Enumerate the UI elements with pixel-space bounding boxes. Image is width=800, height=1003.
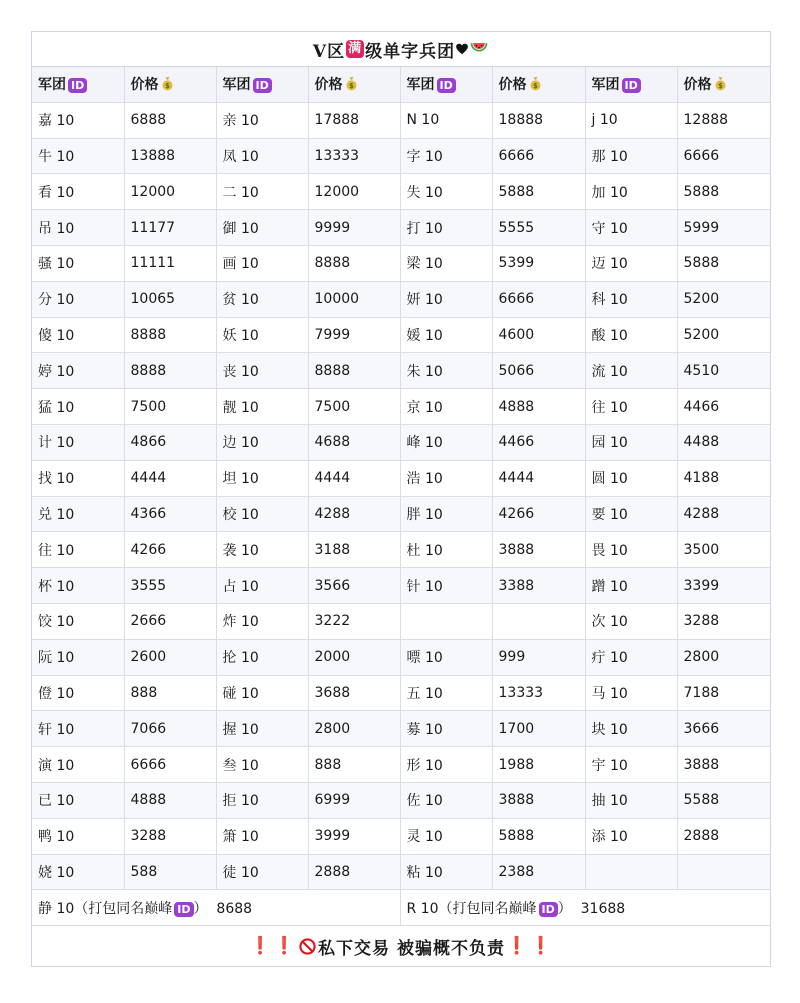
legion-name-cell: 往 10 (32, 532, 124, 568)
price-cell: 2800 (677, 639, 770, 675)
table-header-row (32, 67, 770, 102)
legion-name-cell: 流 10 (585, 353, 677, 389)
price-cell: 3388 (492, 568, 585, 604)
id-badge-icon: ID (437, 78, 456, 93)
table-row (32, 854, 770, 890)
price-cell: 4288 (308, 496, 400, 532)
id-badge-icon: ID (68, 78, 87, 93)
legion-name-cell: 马 10 (585, 675, 677, 711)
price-cell: 4466 (492, 424, 585, 460)
price-cell: 18888 (492, 102, 585, 138)
price-cell: 5888 (677, 174, 770, 210)
table-row (32, 532, 770, 568)
legion-name-cell: 占 10 (216, 568, 308, 604)
price-cell: 999 (492, 639, 585, 675)
bundle-cell-2 (400, 890, 770, 926)
price-cell: 5888 (492, 174, 585, 210)
table-row (32, 782, 770, 818)
exclamation-icon: ❗ (530, 936, 553, 957)
table-row (32, 174, 770, 210)
legion-name-cell: 骚 10 (32, 245, 124, 281)
price-cell: 5200 (677, 317, 770, 353)
legion-name-cell: 坦 10 (216, 460, 308, 496)
table-row (32, 603, 770, 639)
price-cell: 12000 (124, 174, 216, 210)
price-cell: 3888 (492, 782, 585, 818)
svg-text:$: $ (532, 82, 538, 91)
price-cell: 4688 (308, 424, 400, 460)
price-cell: 8888 (308, 353, 400, 389)
header-price (308, 67, 400, 102)
price-cell: 4888 (124, 782, 216, 818)
price-cell: 5888 (492, 818, 585, 854)
legion-name-cell: 叁 10 (216, 747, 308, 783)
header-price (124, 67, 216, 102)
price-cell: 4366 (124, 496, 216, 532)
price-cell: 5588 (677, 782, 770, 818)
price-cell: 3666 (677, 711, 770, 747)
price-cell: 5999 (677, 210, 770, 246)
legion-name-cell: 打 10 (400, 210, 492, 246)
price-cell: 11111 (124, 245, 216, 281)
price-cell: 10065 (124, 281, 216, 317)
svg-text:$: $ (348, 82, 354, 91)
price-cell: 12888 (677, 102, 770, 138)
legion-name-cell: 碰 10 (216, 675, 308, 711)
price-cell: 1988 (492, 747, 585, 783)
legion-name-cell: 已 10 (32, 782, 124, 818)
table-row (32, 138, 770, 174)
price-cell: 4444 (124, 460, 216, 496)
price-cell: 6888 (124, 102, 216, 138)
price-cell: 4266 (124, 532, 216, 568)
legion-name-cell (400, 603, 492, 639)
legion-name-cell: 灵 10 (400, 818, 492, 854)
black-heart-icon (455, 42, 469, 56)
price-cell: 8888 (124, 353, 216, 389)
table-row (32, 496, 770, 532)
price-cell: 8888 (308, 245, 400, 281)
header-legion (216, 67, 308, 102)
price-cell: 3399 (677, 568, 770, 604)
legion-name-cell: 佐 10 (400, 782, 492, 818)
legion-name-cell: 宇 10 (585, 747, 677, 783)
id-badge-icon: ID (539, 902, 558, 917)
exclamation-icon: ❗ (505, 936, 529, 957)
watermelon-icon (469, 41, 489, 57)
header-legion-label: 军团 (38, 77, 66, 94)
title-suffix: 级单字兵团 (365, 41, 456, 62)
legion-name-cell: 二 10 (216, 174, 308, 210)
legion-name-cell: 字 10 (400, 138, 492, 174)
price-cell: 5555 (492, 210, 585, 246)
legion-name-cell: N 10 (400, 102, 492, 138)
legion-name-cell: 僜 10 (32, 675, 124, 711)
price-cell: 5888 (677, 245, 770, 281)
price-cell: 888 (124, 675, 216, 711)
price-cell: 7066 (124, 711, 216, 747)
legion-name-cell: 傻 10 (32, 317, 124, 353)
money-bag-icon (161, 76, 174, 91)
price-cell: 6666 (124, 747, 216, 783)
legion-name-cell: 添 10 (585, 818, 677, 854)
legion-name-cell: 鸭 10 (32, 818, 124, 854)
exclamation-icon: ❗ (273, 936, 297, 957)
legion-name-cell: 嘉 10 (32, 102, 124, 138)
price-cell: 10000 (308, 281, 400, 317)
price-cell (492, 603, 585, 639)
full-badge-icon: 满 (348, 41, 363, 56)
price-cell: 5066 (492, 353, 585, 389)
bundle-1-close: ） (193, 900, 208, 917)
bundle-1-price: 8688 (216, 900, 253, 917)
price-cell: 4600 (492, 317, 585, 353)
table-body (32, 102, 770, 890)
legion-name-cell: 箫 10 (216, 818, 308, 854)
bundle-2-close: ） (557, 900, 572, 917)
price-cell: 2888 (677, 818, 770, 854)
legion-name-cell: 娆 10 (32, 854, 124, 890)
table-row (32, 675, 770, 711)
page-title (32, 32, 770, 67)
legion-name-cell: 吊 10 (32, 210, 124, 246)
legion-name-cell: 往 10 (585, 389, 677, 425)
legion-name-cell: 靓 10 (216, 389, 308, 425)
legion-name-cell: 杜 10 (400, 532, 492, 568)
price-cell: 3688 (308, 675, 400, 711)
legion-name-cell: 妍 10 (400, 281, 492, 317)
legion-name-cell: 炸 10 (216, 603, 308, 639)
legion-name-cell: 袭 10 (216, 532, 308, 568)
legion-name-cell: 画 10 (216, 245, 308, 281)
price-cell (677, 854, 770, 890)
table-row (32, 818, 770, 854)
table-row (32, 639, 770, 675)
legion-name-cell: 京 10 (400, 389, 492, 425)
table-row (32, 711, 770, 747)
price-cell: 11177 (124, 210, 216, 246)
exclamation-icon: ❗ (249, 936, 272, 957)
price-cell: 3555 (124, 568, 216, 604)
table-row (32, 210, 770, 246)
legion-name-cell: 找 10 (32, 460, 124, 496)
legion-name-cell: 蹭 10 (585, 568, 677, 604)
price-cell: 6999 (308, 782, 400, 818)
price-cell: 13888 (124, 138, 216, 174)
price-cell: 2800 (308, 711, 400, 747)
header-legion (585, 67, 677, 102)
legion-name-cell: j 10 (585, 102, 677, 138)
price-cell: 4888 (492, 389, 585, 425)
price-cell: 4444 (308, 460, 400, 496)
legion-name-cell: 徒 10 (216, 854, 308, 890)
price-cell: 5399 (492, 245, 585, 281)
header-legion-label: 军团 (591, 77, 620, 94)
price-cell: 4188 (677, 460, 770, 496)
legion-name-cell: 猛 10 (32, 389, 124, 425)
legion-name-cell: 守 10 (585, 210, 677, 246)
legion-name-cell: 酸 10 (585, 317, 677, 353)
legion-name-cell: 畏 10 (585, 532, 677, 568)
price-cell: 888 (308, 747, 400, 783)
price-cell: 2600 (124, 639, 216, 675)
id-badge-icon: ID (622, 78, 641, 93)
warning-footer (32, 926, 770, 966)
table-row (32, 102, 770, 138)
price-cell: 12000 (308, 174, 400, 210)
legion-price-table (32, 67, 770, 926)
price-cell: 8888 (124, 317, 216, 353)
legion-name-cell: 拒 10 (216, 782, 308, 818)
legion-name-cell: 牛 10 (32, 138, 124, 174)
legion-name-cell: 计 10 (32, 424, 124, 460)
price-cell: 6666 (492, 138, 585, 174)
header-price-label: 价格 (683, 77, 712, 94)
legion-name-cell: 胖 10 (400, 496, 492, 532)
price-cell: 13333 (492, 675, 585, 711)
price-cell: 2388 (492, 854, 585, 890)
legion-name-cell: 分 10 (32, 281, 124, 317)
legion-name-cell: 边 10 (216, 424, 308, 460)
price-cell: 4488 (677, 424, 770, 460)
price-cell: 4510 (677, 353, 770, 389)
header-legion (400, 67, 492, 102)
legion-name-cell: 饺 10 (32, 603, 124, 639)
legion-name-cell: 浩 10 (400, 460, 492, 496)
table-row (32, 424, 770, 460)
table-row (32, 389, 770, 425)
title-prefix: V区 (312, 41, 346, 62)
legion-name-cell: 失 10 (400, 174, 492, 210)
legion-name-cell: 凤 10 (216, 138, 308, 174)
legion-name-cell: 那 10 (585, 138, 677, 174)
price-cell: 3188 (308, 532, 400, 568)
price-cell: 4866 (124, 424, 216, 460)
legion-name-cell: 圆 10 (585, 460, 677, 496)
price-cell: 4288 (677, 496, 770, 532)
legion-name-cell: 亲 10 (216, 102, 308, 138)
table-row (32, 568, 770, 604)
header-price (492, 67, 585, 102)
price-cell: 6666 (677, 138, 770, 174)
bundle-1-name: 静 10（打包同名巅峰 (38, 900, 173, 917)
bundle-2-price: 31688 (580, 900, 626, 917)
table-row (32, 747, 770, 783)
legion-name-cell: 次 10 (585, 603, 677, 639)
price-cell: 1700 (492, 711, 585, 747)
legion-name-cell: 杯 10 (32, 568, 124, 604)
legion-name-cell: 抡 10 (216, 639, 308, 675)
price-cell: 7188 (677, 675, 770, 711)
legion-name-cell: 迈 10 (585, 245, 677, 281)
price-cell: 2888 (308, 854, 400, 890)
bundle-cell-1 (32, 890, 400, 926)
price-cell: 2000 (308, 639, 400, 675)
header-price (677, 67, 770, 102)
legion-name-cell: 峰 10 (400, 424, 492, 460)
header-price-label: 价格 (130, 77, 159, 94)
legion-name-cell: 轩 10 (32, 711, 124, 747)
legion-name-cell (585, 854, 677, 890)
price-cell: 3566 (308, 568, 400, 604)
money-bag-icon (345, 76, 358, 91)
price-cell: 9999 (308, 210, 400, 246)
legion-name-cell: 御 10 (216, 210, 308, 246)
price-cell: 588 (124, 854, 216, 890)
legion-name-cell: 梁 10 (400, 245, 492, 281)
price-sheet (31, 31, 771, 967)
legion-name-cell: 贫 10 (216, 281, 308, 317)
no-entry-icon (299, 938, 316, 955)
price-cell: 13333 (308, 138, 400, 174)
money-bag-icon (714, 76, 727, 91)
id-badge-icon: ID (253, 78, 272, 93)
legion-name-cell: 校 10 (216, 496, 308, 532)
legion-name-cell: 阮 10 (32, 639, 124, 675)
price-cell: 2666 (124, 603, 216, 639)
price-cell: 3222 (308, 603, 400, 639)
legion-name-cell: 要 10 (585, 496, 677, 532)
price-cell: 3888 (677, 747, 770, 783)
svg-text:$: $ (717, 82, 723, 91)
price-cell: 7999 (308, 317, 400, 353)
price-cell: 4466 (677, 389, 770, 425)
legion-name-cell: 形 10 (400, 747, 492, 783)
table-row (32, 317, 770, 353)
svg-text:$: $ (164, 82, 170, 91)
header-legion (32, 67, 124, 102)
legion-name-cell: 募 10 (400, 711, 492, 747)
legion-name-cell: 丧 10 (216, 353, 308, 389)
bundle-2-name: R 10（打包同名巅峰 (406, 900, 537, 917)
price-cell: 6666 (492, 281, 585, 317)
price-cell: 4266 (492, 496, 585, 532)
legion-name-cell: 块 10 (585, 711, 677, 747)
legion-name-cell: 朱 10 (400, 353, 492, 389)
legion-name-cell: 加 10 (585, 174, 677, 210)
table-row (32, 245, 770, 281)
money-bag-icon (529, 76, 542, 91)
header-price-label: 价格 (314, 77, 343, 94)
legion-name-cell: 抽 10 (585, 782, 677, 818)
header-legion-label: 军团 (222, 77, 251, 94)
legion-name-cell: 演 10 (32, 747, 124, 783)
id-badge-icon: ID (174, 902, 193, 917)
warning-text: 私下交易 被骗概不负责 (318, 938, 505, 959)
price-cell: 4444 (492, 460, 585, 496)
price-cell: 7500 (308, 389, 400, 425)
legion-name-cell: 科 10 (585, 281, 677, 317)
price-cell: 3999 (308, 818, 400, 854)
price-cell: 3500 (677, 532, 770, 568)
price-cell: 5200 (677, 281, 770, 317)
table-row (32, 460, 770, 496)
legion-name-cell: 媛 10 (400, 317, 492, 353)
legion-name-cell: 园 10 (585, 424, 677, 460)
price-cell: 3288 (124, 818, 216, 854)
bundle-row (32, 890, 770, 926)
header-price-label: 价格 (498, 77, 527, 94)
legion-name-cell: 疔 10 (585, 639, 677, 675)
legion-name-cell: 握 10 (216, 711, 308, 747)
price-cell: 3888 (492, 532, 585, 568)
price-cell: 17888 (308, 102, 400, 138)
legion-name-cell: 兑 10 (32, 496, 124, 532)
legion-name-cell: 五 10 (400, 675, 492, 711)
legion-name-cell: 嘌 10 (400, 639, 492, 675)
table-row (32, 353, 770, 389)
price-cell: 7500 (124, 389, 216, 425)
legion-name-cell: 粘 10 (400, 854, 492, 890)
legion-name-cell: 看 10 (32, 174, 124, 210)
header-legion-label: 军团 (406, 77, 435, 94)
table-row (32, 281, 770, 317)
price-cell: 3288 (677, 603, 770, 639)
legion-name-cell: 针 10 (400, 568, 492, 604)
legion-name-cell: 妖 10 (216, 317, 308, 353)
legion-name-cell: 婷 10 (32, 353, 124, 389)
